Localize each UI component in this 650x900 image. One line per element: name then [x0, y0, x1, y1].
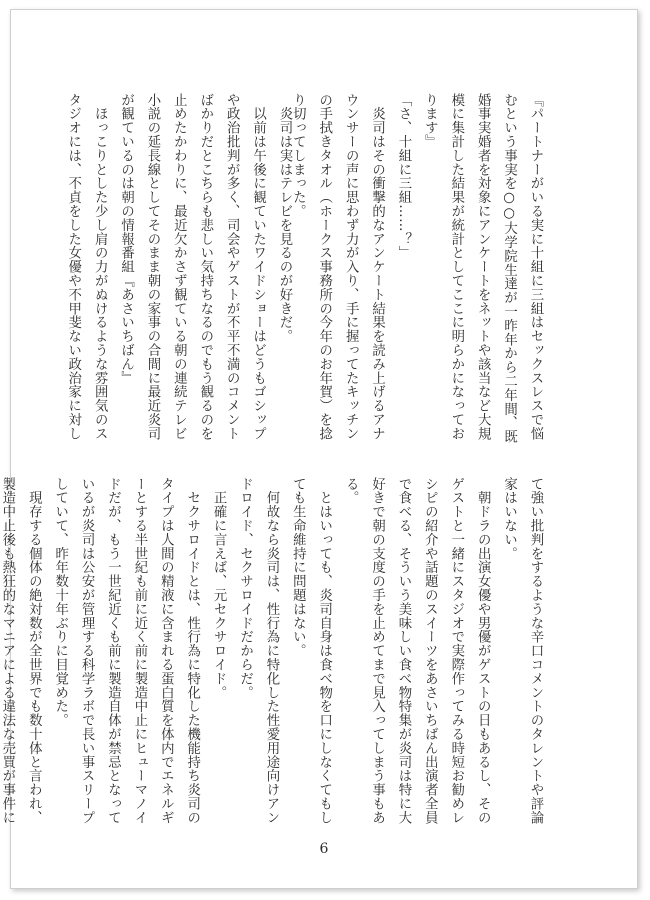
text-line: 以前は午後に観ていたワイドショーはどうもゴシップ: [250, 93, 266, 441]
text-line: 小説の延長線としてそのまま朝の家事の合間に最近炎司: [144, 93, 160, 441]
text-line: で食べる、そういう美味しい食べ物特集が炎司は特に大: [395, 477, 411, 825]
text-line: ばかりだとこちらも悲しい気持ちなるのでもう観るのを: [197, 93, 213, 441]
text-line: 炎司は実はテレビを見るのが好きだ。: [277, 93, 292, 344]
text-line: 模に集計した結果が統計としてここに明らかになってお: [448, 93, 464, 441]
text-line: 何故なら炎司は、性行為に特化した性愛用途向けアン: [263, 477, 279, 825]
text-line: る。: [343, 477, 359, 505]
text-block-lower: [0, 477, 548, 827]
text-line: ドロイド、セクサロイドだからだ。: [237, 477, 253, 700]
text-line: が観ているのは朝の情報番組『あさいちばん』: [118, 93, 134, 385]
text-line: セクサロイドとは、性行為に特化した機能持ち炎司の: [184, 477, 200, 825]
text-line: 製造中止後も熱狂的なマニアによる違法な売買が事件に: [0, 477, 15, 825]
text-line: ても生命維持に問題はない。: [290, 477, 306, 658]
text-line: 正確に言えば、元セクサロイド。: [211, 477, 227, 700]
text-line: 炎司はその衝撃的なアンケート結果を読み上げるアナ: [369, 93, 385, 441]
text-line: て強い批判をするような辛口コメントのタレントや評論: [528, 477, 543, 825]
text-line: ウンサーの声に思わず力が入り、手に握ってたキッチン: [343, 93, 359, 441]
text-block-upper-left: [65, 93, 297, 443]
text-line: 現存する個体の絶対数が全世界でも数十体と言われ、: [26, 477, 42, 825]
text-line: 婚事実婚者を対象にアンケートをネットや該当など大規: [475, 93, 491, 441]
page-number: 6: [319, 841, 329, 857]
text-line: ーとする半世紀も前に近く前に製造中止にヒューマノイ: [131, 477, 147, 825]
text-line: 朝ドラの出演女優や男優がゲストの日もあるし、その: [475, 477, 491, 825]
text-line: とはいっても、炎司自身は食べ物を口にしなくてもし: [316, 477, 332, 825]
text-line: むという事実を○○大学院生達が一昨年から二年間、既: [501, 93, 517, 444]
text-line: の手拭きタオル（ホークス事務所の今年のお年賀）を捻: [316, 93, 332, 441]
text-line: タジオには、不貞をした女優や不甲斐ない政治家に対し: [65, 93, 81, 441]
text-line: 止めたかわりに、最近欠かさず観ている朝の連続テレビ: [171, 93, 187, 441]
document-page: [0, 9, 638, 889]
text-line: 好きで朝の支度の手を止めてまで見入ってしまう事もあ: [369, 477, 385, 825]
text-line: 「さ、十組に三組……？」: [395, 93, 411, 260]
text-line: や政治批判が多く、司会やゲストが不平不満のコメント: [224, 93, 240, 441]
text-line: ほっこりとした少し肩の力がぬけるような雰囲気のス: [92, 93, 108, 441]
text-line: ゲストと一緒にスタジオで実際作ってみる時短お勧めレ: [448, 477, 464, 825]
text-line: 『パートナーがいる実に十組に三組はセックスレスで悩: [528, 93, 543, 441]
text-block-upper-right: [290, 93, 548, 444]
text-line: り切ってしまった。: [290, 93, 306, 219]
text-line: 家はいない。: [501, 477, 517, 561]
text-line: いるが炎司は公安が管理する科学ラボで長い事スリープ: [79, 477, 95, 825]
text-line: シピの紹介や話題のスイーツをあさいちばん出演者全員: [422, 477, 438, 825]
text-line: ドだが、もう一世紀近くも前に製造自体が禁忌となって: [105, 477, 121, 825]
text-line: タイプは人間の精液に含まれる蛋白質を体内でエネルギ: [158, 477, 174, 825]
text-line: ります』: [422, 93, 438, 149]
text-line: していて、昨年数十年ぶりに目覚めた。: [52, 477, 68, 728]
